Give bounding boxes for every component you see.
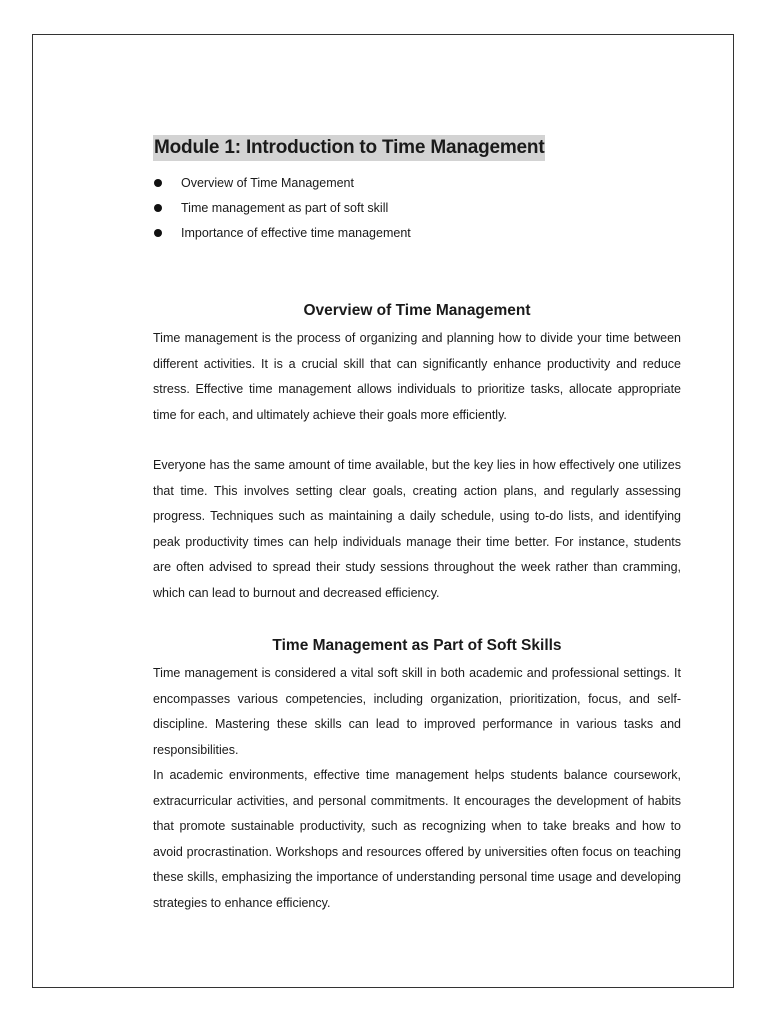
page-content bbox=[153, 135, 681, 916]
overview-heading: Overview of Time Management bbox=[303, 302, 531, 319]
module-topic-list bbox=[153, 171, 681, 246]
document-page bbox=[32, 34, 734, 988]
module-title: Module 1: Introduction to Time Management bbox=[153, 135, 545, 161]
bullet-icon bbox=[154, 204, 162, 212]
module-topic-label: Importance of effective time management bbox=[181, 226, 411, 240]
module-topic-label: Time management as part of soft skill bbox=[181, 201, 389, 215]
overview-paragraph: Everyone has the same amount of time available, but the key lies in how effectively one utilizes that time. This involves setting clear goals, creating action plans, and regularly assessing progress. Techniques such as maintaining a daily schedule, using to-do lists, and identifying peak productivity times can help individuals manage their time better. For instance, students are often advised to spread their study sessions throughout the week rather than cramming, which can lead to burnout and decreased efficiency. bbox=[153, 458, 681, 600]
bullet-icon bbox=[154, 179, 162, 187]
module-topic-label: Overview of Time Management bbox=[181, 176, 354, 190]
bullet-icon bbox=[154, 229, 162, 237]
soft-skills-heading: Time Management as Part of Soft Skills bbox=[272, 637, 562, 654]
module-topic-item bbox=[153, 171, 681, 196]
module-topic-item bbox=[153, 221, 681, 246]
soft-skills-paragraph: In academic environments, effective time management helps students balance coursework, extracurricular activities, and personal commitments. It encourages the development of habits that promote sustainable productivity, such as recognizing when to take breaks and how to avoid procrastination. Workshops and resources offered by universities often focus on teaching these skills, emphasizing the importance of understanding personal time usage and developing strategies to enhance efficiency. bbox=[153, 768, 681, 910]
soft-skills-paragraph: Time management is considered a vital soft skill in both academic and professional settings. It encompasses various competencies, including organization, prioritization, focus, and self-discipline. Mastering these skills can lead to improved performance in various tasks and responsibilities. bbox=[153, 666, 681, 757]
module-topic-item bbox=[153, 196, 681, 221]
overview-paragraph: Time management is the process of organizing and planning how to divide your time between different activities. It is a crucial skill that can significantly enhance productivity and reduce stress. Effective time management allows individuals to prioritize tasks, allocate appropriate time for each, and ultimately achieve their goals more efficiently. bbox=[153, 331, 681, 422]
